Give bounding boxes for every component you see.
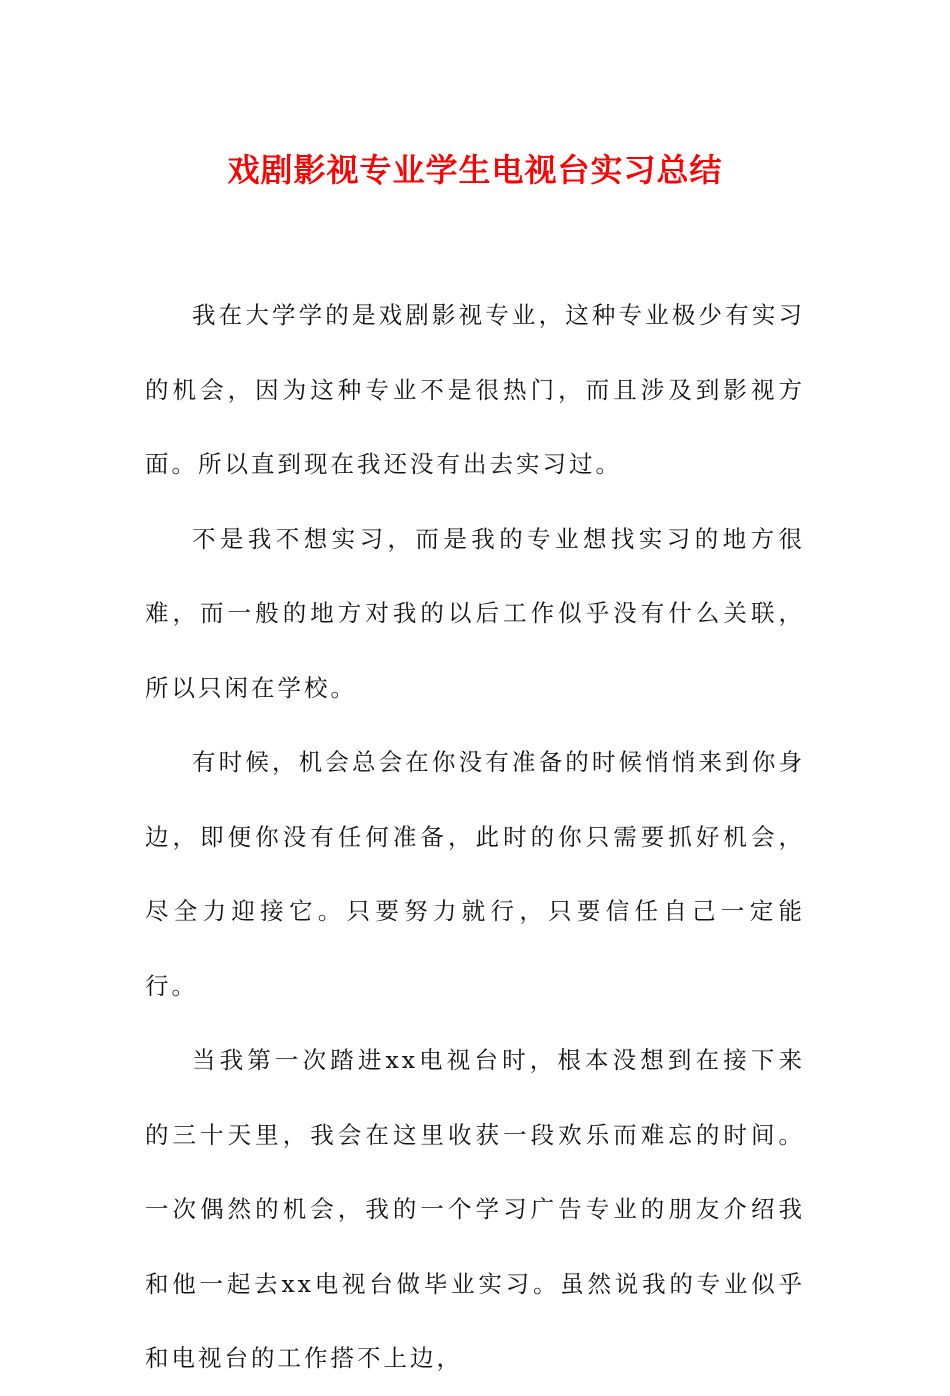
document-title: 戏剧影视专业学生电视台实习总结 [227, 151, 723, 189]
document-body [145, 278, 805, 1396]
paragraph-4: 当我第一次踏进xx电视台时，根本没想到在接下来的三十天里，我会在这里收获一段欢乐而难忘的时间。一次偶然的机会，我的一个学习广告专业的朋友介绍我和他一起去xx电视台做毕业实习。虽然说我的专业似乎和电视台的工作搭不上边， [145, 1046, 805, 1372]
paragraph-2: 不是我不想实习，而是我的专业想找实习的地方很难，而一般的地方对我的以后工作似乎没有什么关联，所以只闲在学校。 [145, 524, 805, 702]
paragraph-3: 有时候，机会总会在你没有准备的时候悄悄来到你身边，即便你没有任何准备，此时的你只需要抓好机会，尽全力迎接它。只要努力就行，只要信任自己一定能行。 [145, 748, 805, 1000]
paragraph-1: 我在大学学的是戏剧影视专业，这种专业极少有实习的机会，因为这种专业不是很热门，而且涉及到影视方面。所以直到现在我还没有出去实习过。 [145, 301, 805, 478]
